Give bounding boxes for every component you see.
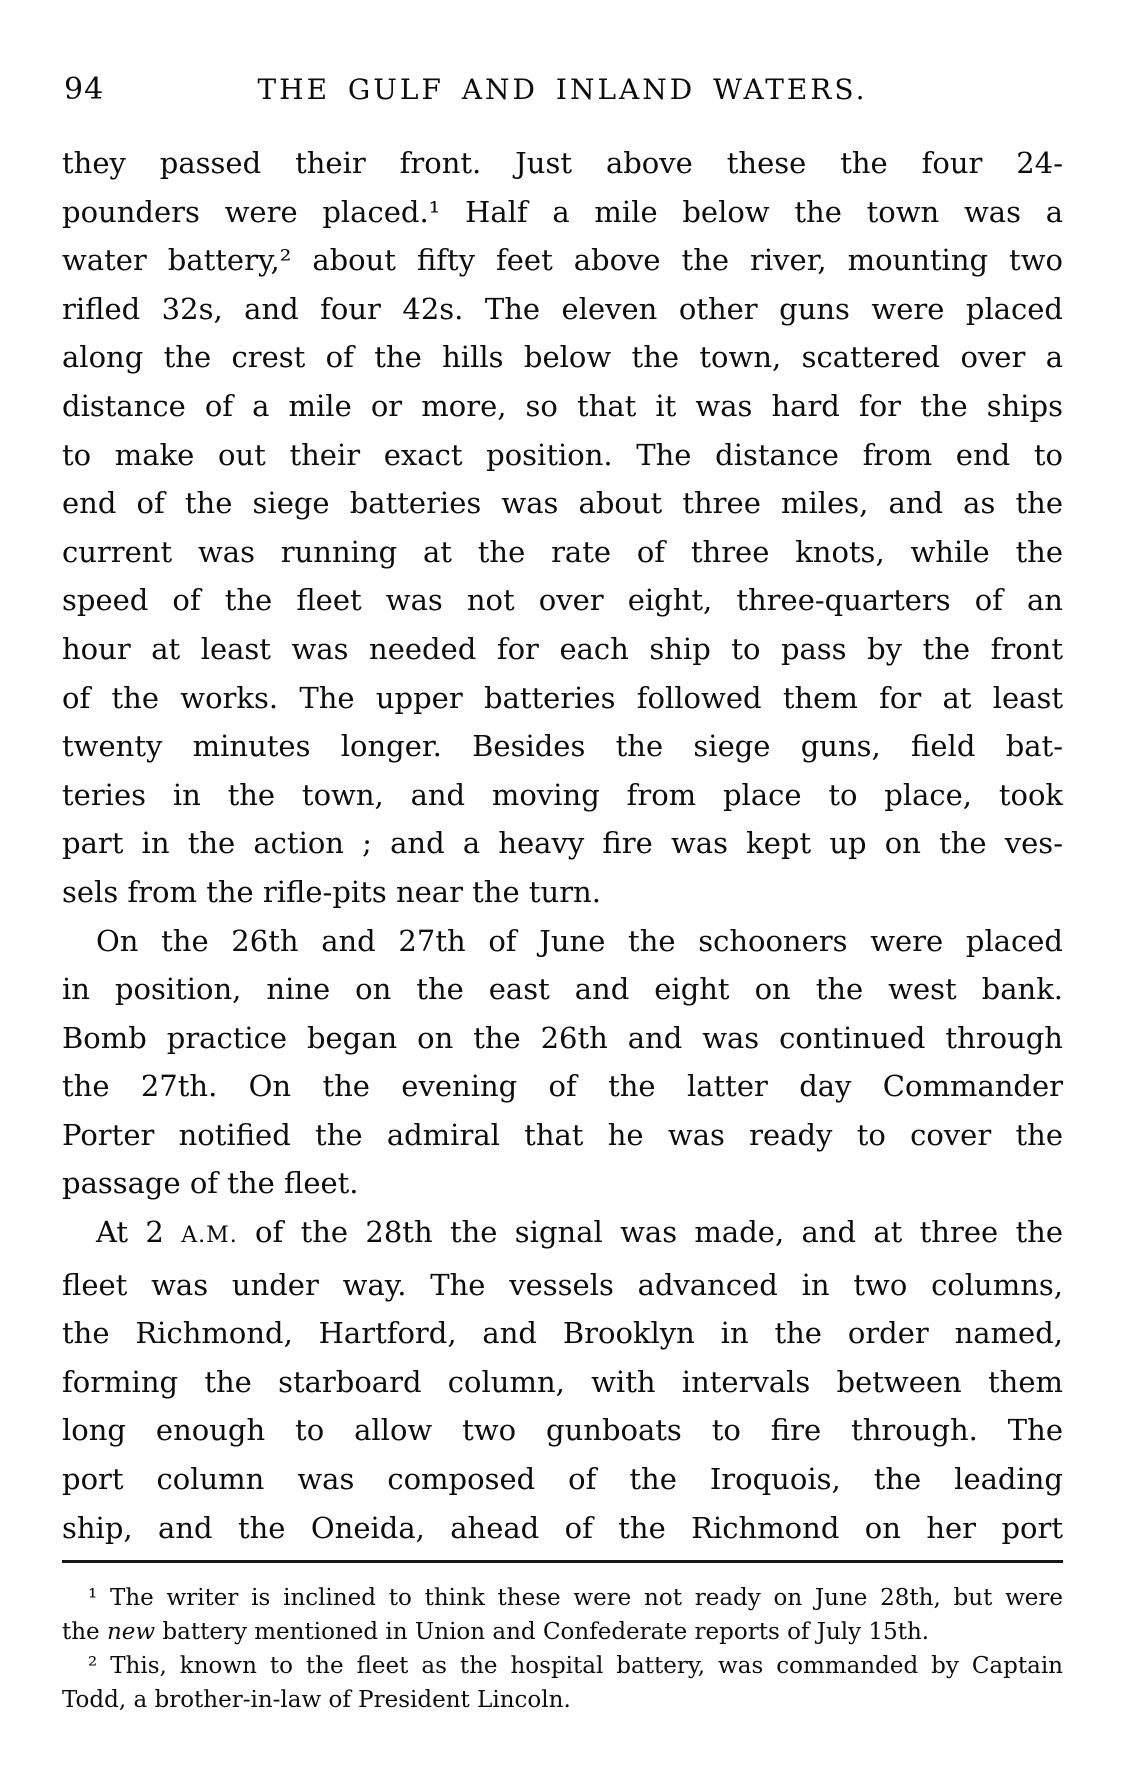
footnotes [62,1581,1063,1717]
page-number: 94 [64,72,105,107]
running-header: THE GULF AND INLAND WATERS. [257,73,868,106]
body-line: twenty minutes longer. Besides the siege guns, field bat- [62,729,1063,764]
body-line: the Richmond, Hartford, and Brooklyn in the order named, [62,1316,1063,1351]
small-caps-am: A.M. [181,1223,238,1249]
footnote-text: the [62,1619,107,1645]
body-line: along the crest of the hills below the town, scattered over a [62,340,1063,375]
body-line: long enough to allow two gunboats to fire through. The [62,1413,1063,1448]
body-line: current was running at the rate of three knots, while the [62,534,1063,569]
body-line: to make out their exact position. The distance from end to [62,437,1063,472]
footnote-line: Todd, a brother-in-law of President Lincoln. [62,1687,571,1713]
body-line: part in the action ; and a heavy fire was kept up on the ves- [62,826,1063,861]
footnote-italic-word: new [106,1619,156,1645]
body-line: the 27th. On the evening of the latter day Commander [62,1069,1063,1104]
body-line: rifled 32s, and four 42s. The eleven other guns were placed [62,291,1063,326]
body-line: of the works. The upper batteries followed them for at least [62,680,1063,715]
body-line: end of the siege batteries was about three miles, and as the [62,486,1063,521]
body-line: fleet was under way. The vessels advanced in two columns, [62,1267,1063,1302]
body-line: passage of the fleet. [62,1166,359,1201]
body-line: water battery,² about fifty feet above the river, mounting two [62,243,1063,278]
body-line: in position, nine on the east and eight on the west bank. [62,972,1063,1007]
body-line: ship, and the Oneida, ahead of the Richmond on her port [62,1510,1063,1545]
body-line [62,1208,1063,1261]
body-line: Porter notified the admiral that he was ready to cover the [62,1117,1063,1152]
body-line: they passed their front. Just above these the four 24- [62,146,1063,180]
body-line: speed of the fleet was not over eight, three-quarters of an [62,583,1063,618]
footnote-line [62,1615,1063,1649]
body-line-text: of the 28th the signal was made, and at three the [237,1215,1063,1250]
body-line: hour at least was needed for each ship to pass by the front [62,631,1063,666]
body-line: forming the starboard column, with intervals between them [62,1364,1063,1399]
body-line: pounders were placed.¹ Half a mile below the town was a [62,194,1063,229]
body-line-text: At 2 [96,1215,182,1250]
body-line: Bomb practice began on the 26th and was continued through [62,1020,1063,1055]
body-line: distance of a mile or more, so that it was hard for the ships [62,388,1063,423]
footnote-text: battery mentioned in Union and Confederate reports of July 15th. [155,1619,930,1645]
footnote-line: ¹ The writer is inclined to think these were not ready on June 28th, but were [88,1585,1063,1611]
footnote-divider [62,1560,1063,1563]
body-line: port column was composed of the Iroquois, the leading [62,1462,1063,1497]
footnote-line: ² This, known to the fleet as the hospital battery, was commanded by Captain [88,1653,1063,1679]
body-text [62,139,1063,1552]
body-line: sels from the rifle-pits near the turn. [62,874,601,909]
body-line: teries in the town, and moving from place to place, took [62,777,1063,812]
body-line: On the 26th and 27th of June the schooners were placed [96,923,1063,958]
